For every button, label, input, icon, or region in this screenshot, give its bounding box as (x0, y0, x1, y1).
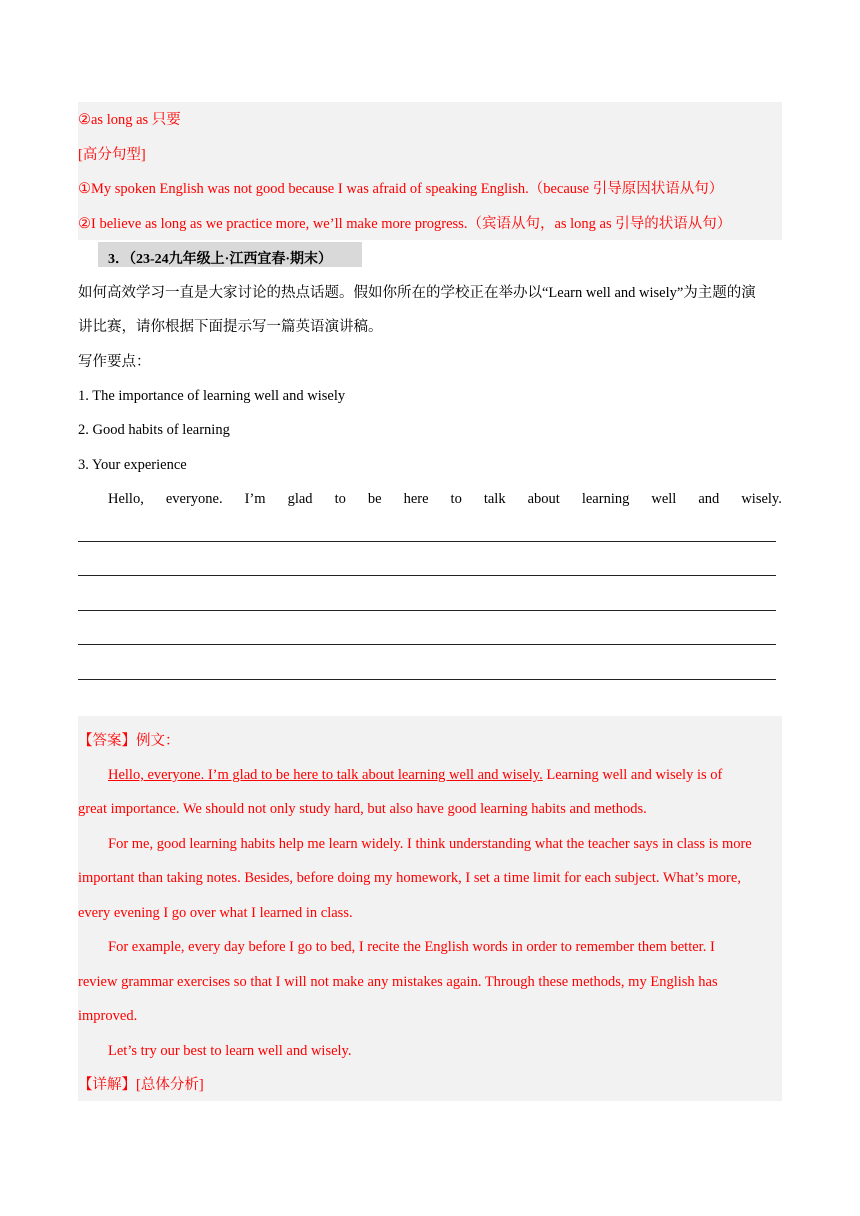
answer-para3-line3: improved. (78, 1008, 138, 1024)
answer-underlined-opening: Hello, everyone. I’m glad to be here to talk about learning well and wisely. (108, 767, 543, 783)
opening-word: about (527, 491, 560, 507)
question-title: 3．（23-24九年级上·江西宜春·期末） (108, 252, 332, 267)
opening-word: learning (581, 491, 630, 507)
high-score-sentence-2: ②I believe as long as we practice more, we’ll make more progress.（宾语从句，as long as 引导的状语从句） (78, 216, 732, 232)
answer-para1-line1 (108, 766, 782, 784)
answer-blank-line[interactable] (78, 644, 776, 645)
writing-points-heading: 写作要点： (78, 354, 151, 370)
opening-word: talk (483, 491, 506, 507)
detail-label: 【详解】[总体分析] (78, 1077, 204, 1093)
answer-para4: Let’s try our best to learn well and wisely. (108, 1043, 352, 1059)
opening-word: glad (287, 491, 313, 507)
high-score-heading: [高分句型] (78, 147, 146, 163)
high-score-sentence-1: ①My spoken English was not good because I was afraid of speaking English.（because 引导原因状语从句） (78, 181, 724, 197)
writing-point-3: 3. Your experience (78, 457, 187, 473)
question-prompt-line-1: 如何高效学习一直是大家讨论的热点话题。假如你所在的学校正在举办以“Learn well and wisely”为主题的演 (78, 285, 756, 301)
note-item-as-long-as: ②as long as 只要 (78, 112, 181, 128)
answer-blank-line[interactable] (78, 575, 776, 576)
opening-word: everyone. (165, 491, 223, 507)
answer-para2-line3: every evening I go over what I learned in class. (78, 905, 353, 921)
opening-word: and (698, 491, 720, 507)
opening-word: wisely. (741, 491, 782, 507)
opening-word: well (651, 491, 677, 507)
question-prompt-line-2: 讲比赛，请你根据下面提示写一篇英语演讲稿。 (78, 319, 383, 335)
opening-word: here (403, 491, 429, 507)
writing-point-1: 1. The importance of learning well and wisely (78, 388, 346, 404)
writing-point-2: 2. Good habits of learning (78, 422, 230, 438)
question-title-box (98, 242, 362, 267)
answer-para3-line1: For example, every day before I go to bed, I recite the English words in order to remember them better. I (108, 939, 715, 955)
opening-word: I’m (244, 491, 266, 507)
opening-word: to (450, 491, 462, 507)
answer-label: 【答案】例文： (78, 733, 180, 749)
answer-blank-line[interactable] (78, 679, 776, 680)
answer-blank-line[interactable] (78, 610, 776, 611)
answer-para2-line2: important than taking notes. Besides, before doing my homework, I set a time limit for each subject. What’s more, (78, 870, 741, 886)
answer-para1-rest: Learning well and wisely is of (542, 767, 723, 783)
answer-blank-line[interactable] (78, 541, 776, 542)
opening-word: be (367, 491, 382, 507)
answer-para3-line2: review grammar exercises so that I will not make any mistakes again. Through these methods, my English has (78, 974, 718, 990)
answer-para2-line1: For me, good learning habits help me learn widely. I think understanding what the teacher says in class is more (108, 836, 752, 852)
opening-word: to (334, 491, 346, 507)
opening-word: Hello, (108, 491, 144, 507)
essay-opening-line (108, 490, 782, 508)
answer-para1-line2: great importance. We should not only study hard, but also have good learning habits and methods. (78, 801, 647, 817)
